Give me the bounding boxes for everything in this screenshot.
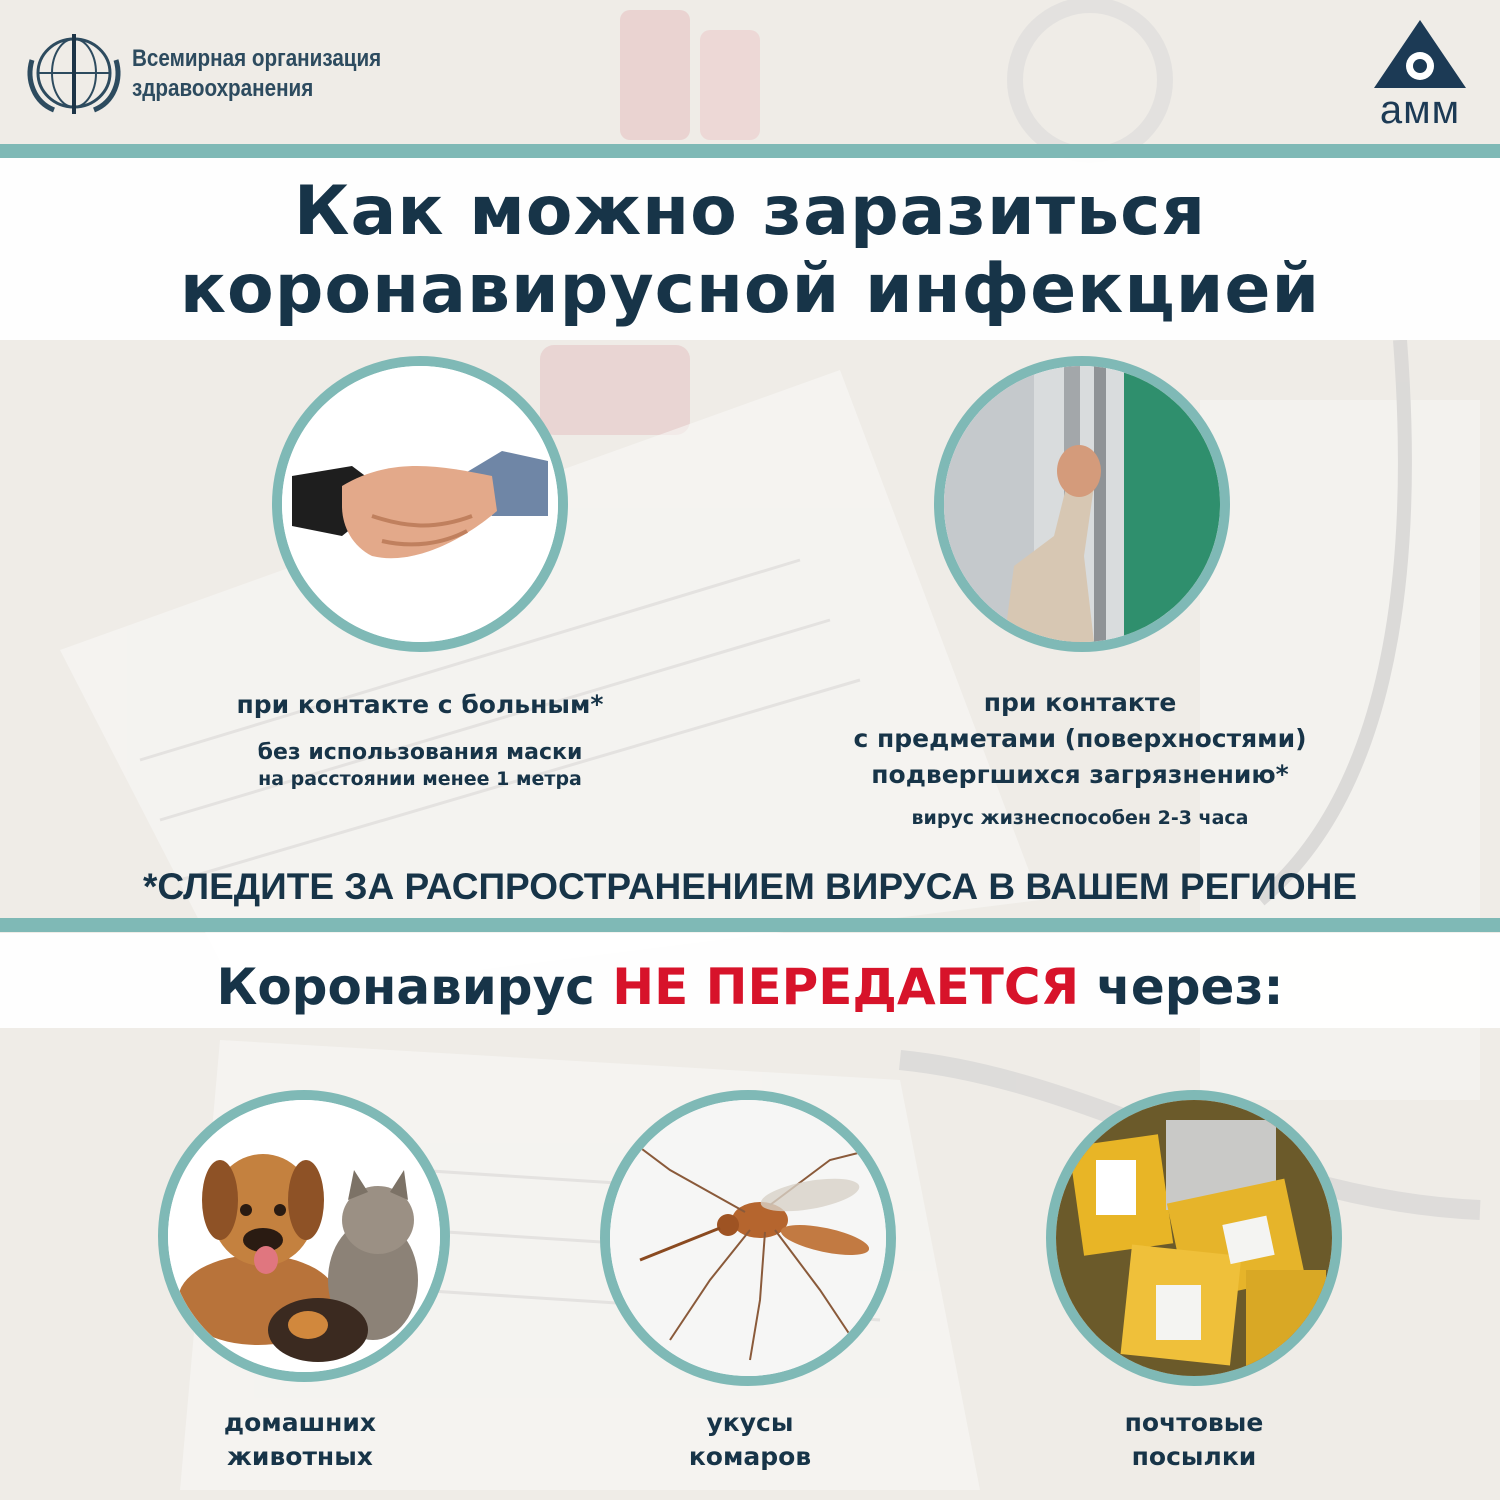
not-transmitted-highlight: НЕ ПЕРЕДАЕТСЯ — [612, 958, 1080, 1016]
caption-contact-objects-1: при контакте — [983, 688, 1177, 717]
who-name — [132, 44, 381, 104]
amm-brand-text: амм — [1379, 88, 1461, 132]
pets-photo — [158, 1090, 450, 1382]
who-name-line1: Всемирная организация — [132, 45, 382, 72]
caption-pets-1: домашних — [223, 1408, 377, 1437]
handrail-photo — [934, 356, 1230, 652]
middle-divider — [0, 918, 1500, 932]
mosquito-photo — [600, 1090, 896, 1386]
not-transmitted-prefix: Коронавирус — [216, 958, 613, 1016]
not-transmitted-suffix: через: — [1079, 958, 1284, 1016]
parcels-photo — [1046, 1090, 1342, 1386]
top-divider — [0, 144, 1500, 158]
caption-without-mask: без использования маски — [257, 740, 583, 765]
caption-contact-sick: при контакте с больным* — [236, 690, 604, 719]
title-line-2: коронавирусной инфекцией — [179, 250, 1321, 329]
caption-contact-objects-2: с предметами (поверхностями) — [853, 724, 1307, 753]
caption-parcels-1: почтовые — [1124, 1408, 1264, 1437]
handshake-photo — [272, 356, 568, 652]
caption-distance: на расстоянии менее 1 метра — [258, 768, 582, 790]
title-line-1: Как можно заразиться — [293, 172, 1207, 251]
caption-pets-2: животных — [227, 1442, 373, 1471]
caption-contact-objects-3: подвергшихся загрязнению* — [871, 760, 1289, 789]
caption-parcels-2: посылки — [1131, 1442, 1257, 1471]
not-transmitted-heading — [0, 958, 1500, 1016]
regional-notice: *СЛЕДИТЕ ЗА РАСПРОСТРАНЕНИЕМ ВИРУСА В ВАШЕМ РЕГИОНЕ — [142, 866, 1358, 907]
who-name-line2: здравоохранения — [132, 75, 314, 102]
caption-mosquito-1: укусы — [706, 1408, 794, 1437]
caption-virus-viability: вирус жизнеспособен 2-3 часа — [911, 807, 1249, 829]
caption-mosquito-2: комаров — [688, 1442, 812, 1471]
who-emblem-icon — [24, 30, 124, 116]
